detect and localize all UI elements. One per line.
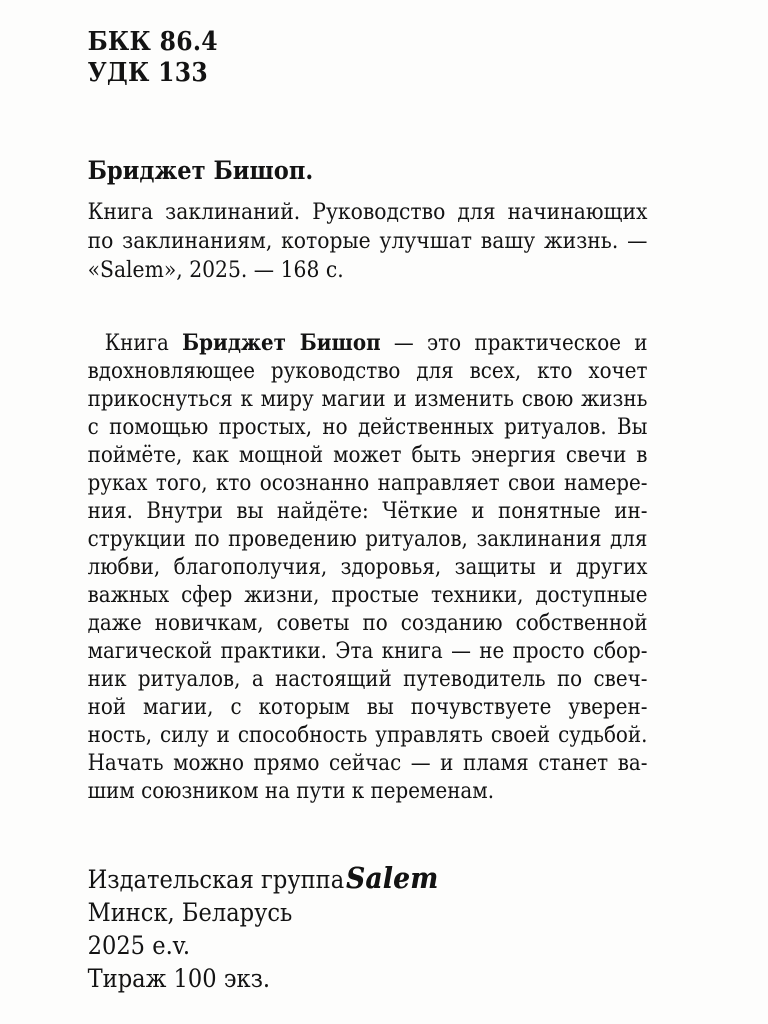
year-line: 2025 e.v. [87, 931, 191, 960]
annotation-line: шим союзником на пути к переменам. [87, 779, 495, 804]
annotation-author-bold: Бриджет Бишоп [182, 330, 381, 356]
annotation-line: с помощью простых, но действенных ритуалов. Вы [87, 415, 648, 440]
annotation-line: важных сфер жизни, простые техники, доступные [87, 583, 648, 608]
annotation-line: руках того, кто осознанно направляет свои намере- [87, 471, 648, 496]
annotation-first-line-suffix: — это практическое и [380, 331, 648, 356]
biblio-line: Книга заклинаний. Руководство для начинающих [87, 199, 648, 225]
biblio-line: по заклинаниям, которые улучшат вашу жизнь. — [87, 228, 648, 254]
annotation-line: ность, силу и способность управлять своей судьбой. [87, 723, 648, 748]
annotation-paragraph [88, 329, 648, 806]
annotation-line: ной магии, с которым вы почувствуете уверен- [87, 695, 648, 720]
author-heading: Бриджет Бишоп. [87, 156, 314, 185]
annotation-line: ния. Внутри вы найдёте: Чёткие и понятные ин- [87, 499, 648, 524]
bibliographic-description [88, 198, 648, 285]
classification-codes [88, 27, 648, 89]
annotation-line: вдохновляющее руководство для всех, кто хочет [87, 359, 648, 384]
annotation-line: струкции по проведению ритуалов, заклинания для [87, 527, 648, 552]
biblio-line: «Salem», 2025. — 168 с. [87, 257, 344, 283]
annotation-line: поймёте, как мощной может быть энергия свечи в [87, 443, 648, 468]
publisher-line [88, 862, 648, 896]
annotation-line: Начать можно прямо сейчас — и пламя станет ва- [87, 751, 648, 776]
publisher-name-blackletter: Salem [345, 861, 439, 895]
imprint-block [88, 862, 648, 995]
annotation-line: любви, благополучия, здоровья, защиты и других [87, 555, 648, 580]
annotation-line: прикоснуться к миру магии и изменить свою жизнь [87, 387, 648, 412]
city-line: Минск, Беларусь [87, 898, 293, 927]
bbk-code: БКК 86.4 [87, 27, 218, 57]
annotation-line [88, 329, 648, 358]
annotation-line: ник ритуалов, а настоящий путеводитель по свеч- [87, 667, 648, 692]
print-run-line: Тираж 100 экз. [87, 964, 271, 993]
annotation-line: магической практики. Эта книга — не просто сбор- [87, 639, 648, 664]
annotation-first-line-prefix: Книга [104, 331, 183, 356]
publisher-prefix: Издательская группа [87, 865, 345, 894]
annotation-line: даже новичкам, советы по созданию собственной [87, 611, 648, 636]
udk-code: УДК 133 [87, 58, 208, 88]
